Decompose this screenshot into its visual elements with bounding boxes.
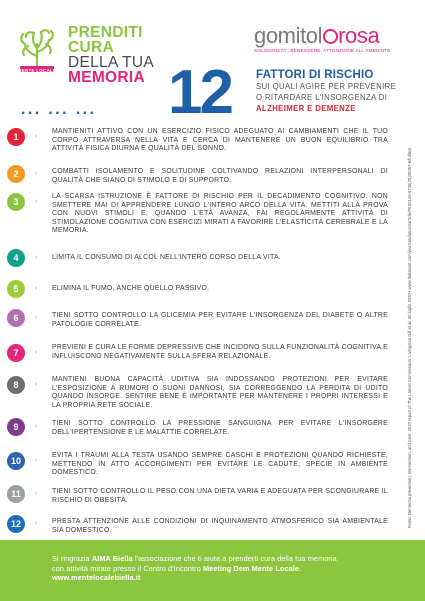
number-badge: 8 [7,376,25,394]
yarn-ball-icon [323,29,338,44]
number-badge: 11 [7,485,25,503]
footer-meeting: Meeting Dem Mente Locale [202,563,300,573]
risk-title: FATTORI DI RISCHIO [256,69,374,81]
chevron-right-icon: › [35,254,38,261]
gomitolo-rosa-logo [254,25,379,47]
title-line-1: PRENDITI [68,24,143,41]
risk-factor-text: TIENI SOTTO CONTROLLO LA GLICEMIA PER EVITARE L'INSORGENZA DEL DIABETE O ALTRE PATOLOGIE CORRELATE. [52,312,388,328]
title-line-2: CURA [68,39,114,56]
risk-heading [256,69,416,113]
risk-factor-text: LIMITA IL CONSUMO DI ALCOL NELL'INTERO CORSO DELLA VITA. [52,254,281,261]
footer-text: . [299,563,302,573]
chevron-right-icon: › [35,490,38,497]
chevron-right-icon: › [35,423,38,430]
source-note [407,118,421,530]
risk-factor-text: TIENI SOTTO CONTROLLO LA PRESSIONE SANGUIGNA PER EVITARE L'INSORGERE DELL'IPERTENSIONE E LE MALATTIE CORRELATE. [52,420,388,436]
number-badge: 3 [7,193,25,211]
risk-factor-text: LA SCARSA ISTRUZIONE È FATTORE DI RISCHIO PER IL DECADIMENTO COGNITIVO. NON SMETTERE MAI DI APPRENDERE LUNGO L'INTERO ARCO DELLA VITA. METTITI ALLA PROVA CON NUOVI STIMOLI E, QUANDO L'ETÀ AVANZA, FAI REGOLARMENTE ATTIVITÀ DI STIMOLAZIONE COGNITIVA CON ESERCIZI MIRATI A FAVORIRE L'ELASTICITÀ CEREBRALE E LA MEMORIA. [52,193,388,235]
chevron-right-icon: › [35,381,38,388]
chevron-right-icon: › [35,170,38,177]
number-badge: 5 [7,280,25,298]
chevron-right-icon: › [35,285,38,292]
number-badge: 1 [7,128,25,146]
decorative-dots: ... ... ... [21,101,97,118]
chevron-right-icon: › [35,457,38,464]
risk-factor-text: MANTIENI BUONA CAPACITÀ UDITIVA SIA INDOSSANDO PROTEZIONI PER EVITARE L'ESPOSIZIONE A RUMORI O SUONI DANNOSI, SIA CORREGGENDO LA PERDITA DI UDITO QUANDO INSORGE. SENTIRE BENE È IMPORTANTE PER MANTENERE I PROPRI INTERESSI E LA PROPRIA RETE SOCIALE. [52,376,388,409]
chevron-right-icon: › [35,314,38,321]
footer [0,540,425,601]
footer-text: con attività mirate presso il Centro d'Incontro [52,563,203,573]
risk-factor-text: EVITA I TRAUMI ALLA TESTA USANDO SEMPRE CASCHI E PROTEZIONI QUANDO RICHIESTE, METTENDO IN ATTO ACCORGIMENTI PER EVITARE LE CADUTE, SPECIE IN AMBIENTE DOMESTICO. [52,452,388,477]
gomitolo-word: gomitol [254,23,323,48]
footer-website-link[interactable]: www.mentelocalebiella.it [52,573,141,583]
risk-factor-text: PREVIENI E CURA LE FORME DEPRESSIVE CHE INCIDONO SULLA FUNZIONALITÀ COGNITIVA E INFLUISCONO NEGATIVAMENTE SULLA SFERA RELAZIONALE. [52,344,388,360]
number-badge: 10 [7,452,25,470]
big-number: 12 [168,58,231,127]
chevron-right-icon: › [35,349,38,356]
chevron-right-icon: › [35,133,38,140]
footer-text: l'associazione che ti aiuta a prenderti cura della tua memoria [132,554,337,563]
footer-aima: AIMA Biella [91,554,133,563]
chevron-right-icon: › [35,520,38,527]
risk-subtitle-2: O RITARDARE L'INSORGENZA DI [256,92,388,102]
number-badge: 12 [7,515,25,533]
title-line-3: DELLA TUA [68,54,154,71]
number-badge: 7 [7,344,25,362]
risk-subtitle-1: SUI QUALI AGIRE PER PREVENIRE [256,82,397,91]
number-badge: 4 [7,249,25,267]
risk-factor-text: ELIMINA IL FUMO, ANCHE QUELLO PASSIVO. [52,285,210,292]
title-line-4: MEMORIA [68,69,146,86]
number-badge: 9 [7,418,25,436]
risk-factor-text: TIENI SOTTO CONTROLLO IL PESO CON UNA DIETA VARIA E ADEGUATA PER SCONGIURARE IL RISCHIO DI OBESITÀ. [52,488,388,504]
risk-factor-text: COMBATTI ISOLAMENTO E SOLITUDINE COLTIVANDO RELAZIONI INTERPERSONALI DI QUALITÀ CHE SIANO DI STIMOLO E DI SUPPORTO. [52,168,388,184]
number-badge: 2 [7,165,25,183]
risk-subtitle-3: ALZHEIMER E DEMENZE [256,103,356,113]
footer-line-2 [52,564,425,574]
footer-line-1 [52,554,425,564]
chevron-right-icon: › [35,198,38,205]
number-badge: 6 [7,309,25,327]
risk-factor-text: PRESTA ATTENZIONE ALLE CONDIZIONI DI INQUINAMENTO ATMOSFERICO SIA AMBIENTALE SIA DOMESTICO. [52,518,388,534]
source-note-text: Fonte: Dementia prevention, intervention, and care: 2020 report of The Lancet Commission, Livingston Gill et al. 30 luglio 2020 • www.thelancet.com/journals/lancet/article/PIIS0140-6736(20)30367-6/fulltext [407,147,412,528]
gomitolo-tagline: SOLIDARIETA', BENESSERE, ATTENZIONE ALL'AMBIENTE [254,49,391,54]
rosa-word: rosa [338,23,380,48]
footer-text: Si ringrazia [52,554,92,563]
risk-factor-text: MANTIENITI ATTIVO CON UN ESERCIZIO FISICO ADEGUATO AI CAMBIAMENTI CHE IL TUO CORPO ATTRAVERSA NELLA VITA E CERCA DI MANTENERE UN BUON EQUILIBRIO TRA ATTIVITÀ FISICA DIURNA E QUALITÀ DEL SONNO. [52,128,388,153]
mente-locale-label: MENTE LOCALE [17,68,57,73]
